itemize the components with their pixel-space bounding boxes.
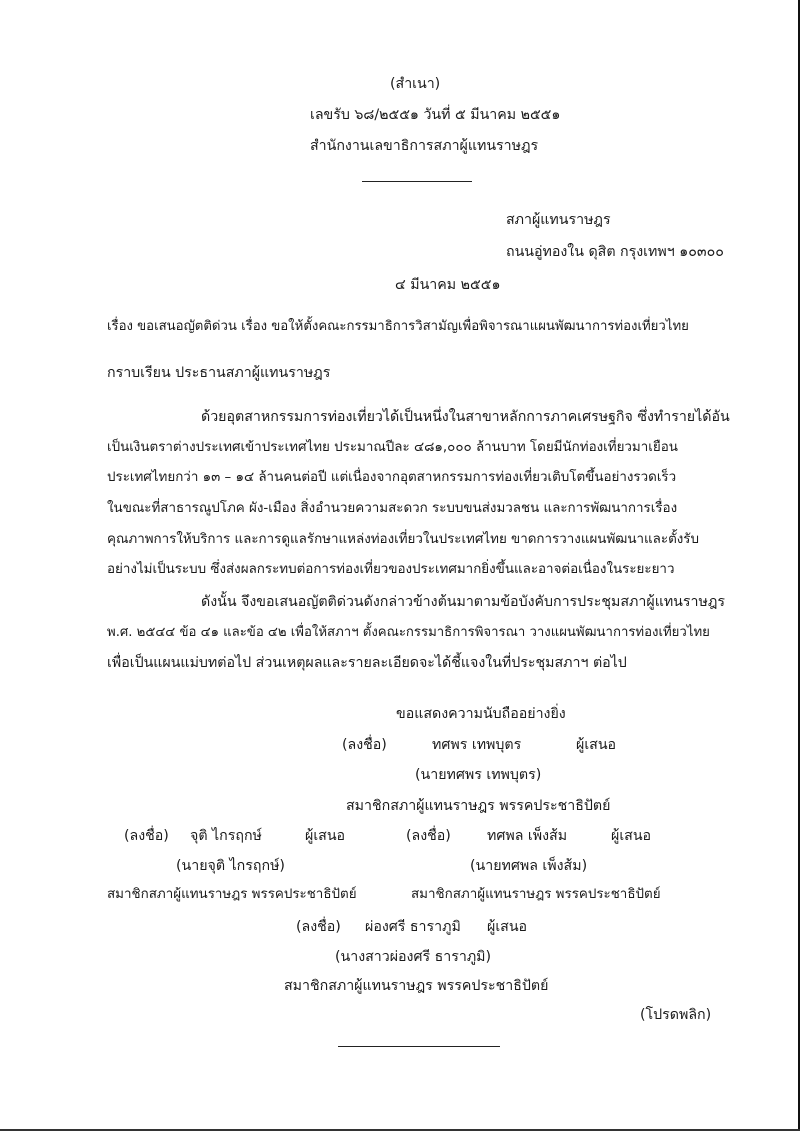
body-line: ดังนั้น จึงขอเสนอญัตติด่วนดังกล่าวข้างต้นมาตามข้อบังคับการประชุมสภาผู้แทนราษฎร — [201, 594, 725, 610]
body-line: อย่างไม่เป็นระบบ ซึ่งส่งผลกระทบต่อการท่องเที่ยวของประเทศมากยิ่งขึ้นและอาจต่อเนื่องในระยะยาว — [107, 562, 675, 577]
closing-phrase: ขอแสดงความนับถืออย่างยิ่ง — [396, 706, 566, 722]
main-signer-signed: (ลงชื่อ) — [342, 737, 387, 753]
right-signer-role: ผู้เสนอ — [611, 828, 652, 844]
sender-address: ถนนอู่ทองใน ดุสิต กรุงเทพฯ ๑๐๓๐๐ — [506, 244, 724, 260]
main-signer-fullname: (นายทศพร เทพบุตร) — [415, 767, 542, 783]
body-line: คุณภาพการให้บริการ และการดูแลรักษาแหล่งท่องเที่ยวในประเทศไทย ขาดการวางแผนพัฒนาและตั้งรับ — [107, 532, 699, 547]
left-signer-role: ผู้เสนอ — [305, 828, 346, 844]
header-divider — [362, 181, 472, 182]
turn-page-note: (โปรดพลิก) — [640, 1007, 712, 1023]
right-signer-signed: (ลงชื่อ) — [406, 828, 451, 844]
right-signer-fullname: (นายทศพล เพ็งส้ม) — [470, 858, 588, 874]
footer-divider — [338, 1046, 500, 1047]
bottom-signer-signed: (ลงชื่อ) — [296, 919, 341, 935]
bottom-signer-name: ผ่องศรี ธาราภูมิ — [365, 919, 461, 935]
body-line: พ.ศ. ๒๕๔๔ ข้อ ๔๑ และข้อ ๔๒ เพื่อให้สภาฯ ตั้งคณะกรรมาธิการพิจารณา วางแผนพัฒนาการท่องเที่ยวไทย — [107, 625, 710, 640]
right-signer-title: สมาชิกสภาผู้แทนราษฎร พรรคประชาธิปัตย์ — [411, 887, 661, 902]
left-signer-fullname: (นายจุติ ไกรฤกษ์) — [176, 858, 285, 874]
left-signer-name: จุติ ไกรฤกษ์ — [190, 828, 262, 844]
salutation: กราบเรียน ประธานสภาผู้แทนราษฎร — [107, 365, 331, 381]
main-signer-name: ทศพร เทพบุตร — [432, 737, 522, 753]
subject-line: เรื่อง ขอเสนอญัตติด่วน เรื่อง ขอให้ตั้งคณะกรรมาธิการวิสามัญเพื่อพิจารณาแผนพัฒนาการท่องเที่ยวไทย — [107, 319, 689, 334]
body-line: ในขณะที่สาธารณูปโภค ผัง-เมือง สิ่งอำนวยความสะดวก ระบบขนส่งมวลชน และการพัฒนาการเรื่อง — [107, 501, 678, 516]
body-line: ด้วยอุตสาหกรรมการท่องเที่ยวได้เป็นหนึ่งในสาขาหลักการภาคเศรษฐกิจ ซึ่งทำรายได้อัน — [201, 409, 730, 425]
body-line: ประเทศไทยกว่า ๑๓ – ๑๔ ล้านคนต่อปี แต่เนื่องจากอุตสาหกรรมการท่องเที่ยวเติบโตขึ้นอย่างรวดเร็ว — [107, 470, 677, 485]
main-signer-role: ผู้เสนอ — [576, 737, 617, 753]
body-line: เป็นเงินตราต่างประเทศเข้าประเทศไทย ประมาณปีละ ๔๘๑,๐๐๐ ล้านบาท โดยมีนักท่องเที่ยวมาเยือน — [107, 440, 678, 455]
left-signer-signed: (ลงชื่อ) — [124, 828, 169, 844]
letter-date: ๔ มีนาคม ๒๕๕๑ — [395, 277, 501, 293]
body-line: เพื่อเป็นแผนแม่บทต่อไป ส่วนเหตุผลและรายละเอียดจะได้ชี้แจงในที่ประชุมสภาฯ ต่อไป — [107, 655, 627, 671]
bottom-signer-fullname: (นางสาวผ่องศรี ธาราภูมิ) — [335, 949, 492, 965]
left-signer-title: สมาชิกสภาผู้แทนราษฎร พรรคประชาธิปัตย์ — [107, 887, 357, 902]
bottom-signer-title: สมาชิกสภาผู้แทนราษฎร พรรคประชาธิปัตย์ — [284, 978, 549, 994]
sender-organization: สภาผู้แทนราษฎร — [506, 212, 611, 228]
right-signer-name: ทศพล เพ็งส้ม — [487, 828, 568, 844]
receipt-number: เลขรับ ๖๘/๒๕๕๑ วันที่ ๕ มีนาคม ๒๕๕๑ — [310, 107, 561, 123]
bottom-signer-role: ผู้เสนอ — [487, 919, 528, 935]
copy-mark: (สำเนา) — [390, 76, 441, 92]
receiving-office: สำนักงานเลขาธิการสภาผู้แทนราษฎร — [310, 138, 539, 154]
main-signer-title: สมาชิกสภาผู้แทนราษฎร พรรคประชาธิปัตย์ — [346, 798, 611, 814]
